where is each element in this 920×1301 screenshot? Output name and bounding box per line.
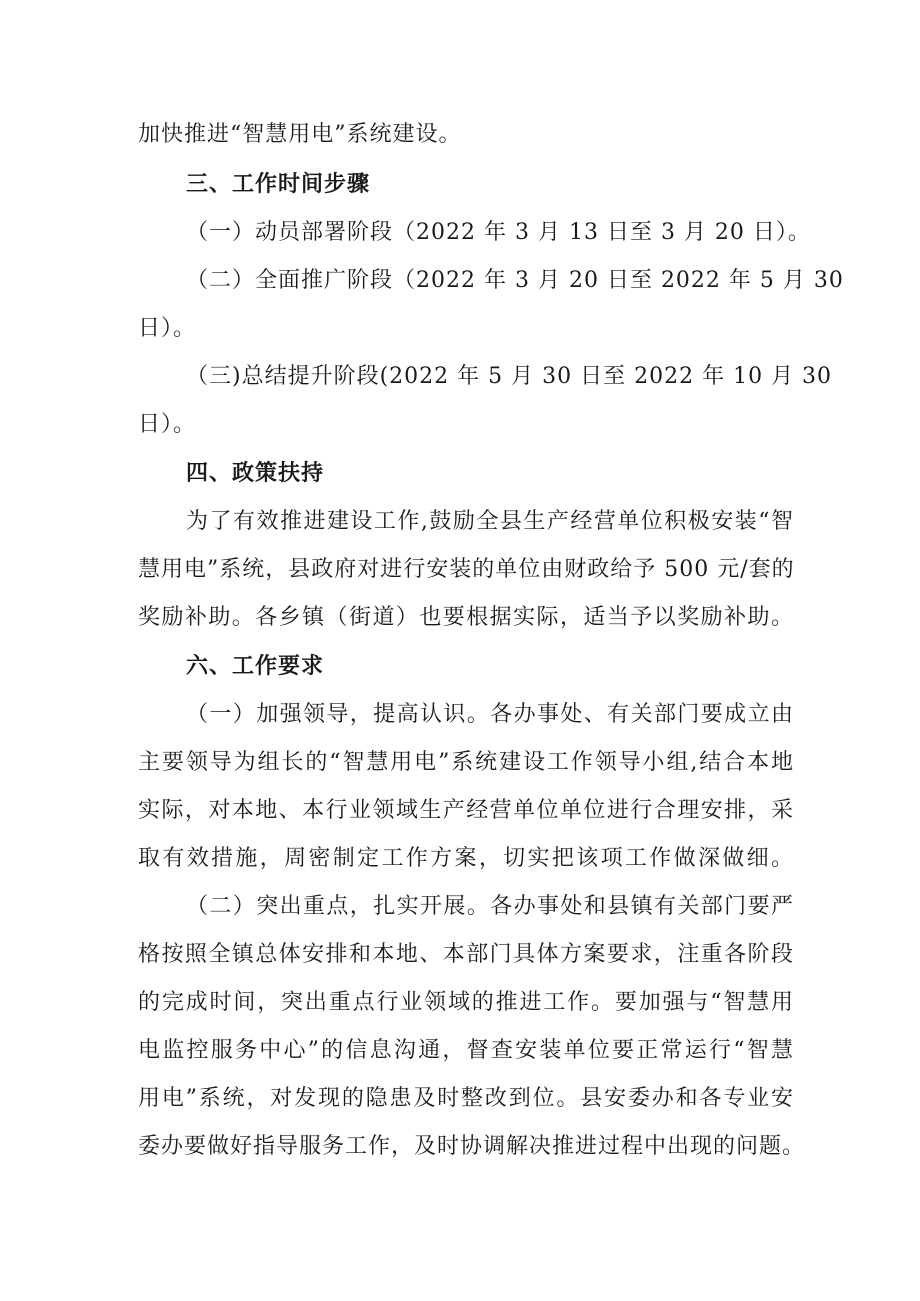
section-heading-schedule: 三、工作时间步骤 [186, 172, 371, 197]
schedule-item-2-continuation: 日）。 [138, 316, 197, 341]
body-text-line: 为了有效推进建设工作,鼓励全县生产经营单位积极安装“智 [186, 509, 794, 534]
body-text-line: 格按照全镇总体安排和本地、本部门具体方案要求，注重各阶段 [138, 942, 794, 967]
body-text-line: 奖励补助。各乡镇（街道）也要根据实际，适当予以奖励补助。 [138, 605, 794, 630]
schedule-item-3: （三)总结提升阶段(2022 年 5 月 30 日至 2022 年 10 月 30 [186, 364, 833, 389]
schedule-item-2: （二）全面推广阶段（2022 年 3 月 20 日至 2022 年 5 月 30 [186, 268, 844, 293]
section-heading-requirements: 六、工作要求 [186, 654, 325, 679]
body-text-line: 委办要做好指导服务工作，及时协调解决推进过程中出现的问题。 [138, 1134, 806, 1159]
body-text-line: 加快推进“智慧用电”系统建设。 [138, 122, 462, 147]
body-text-line: （二）突出重点，扎实开展。各办事处和县镇有关部门要严 [186, 894, 794, 919]
body-text-line: 电监控服务中心”的信息沟通，督查安装单位要正常运行“智慧 [138, 1038, 794, 1063]
body-text-line: 取有效措施，周密制定工作方案，切实把该项工作做深做细。 [138, 846, 794, 871]
schedule-item-3-continuation: 日）。 [138, 412, 197, 437]
body-text-line: 慧用电”系统，县政府对进行安装的单位由财政给予 500 元/套的 [138, 557, 795, 582]
body-text-line: 的完成时间，突出重点行业领域的推进工作。要加强与“智慧用 [138, 990, 794, 1015]
body-text-line: （一）加强领导，提高认识。各办事处、有关部门要成立由 [186, 702, 794, 727]
schedule-item-1: （一）动员部署阶段（2022 年 3 月 13 日至 3 月 20 日）。 [186, 220, 811, 245]
section-heading-policy: 四、政策扶持 [186, 461, 325, 486]
body-text-line: 用电”系统，对发现的隐患及时整改到位。县安委办和各专业安 [138, 1086, 794, 1111]
body-text-line: 实际，对本地、本行业领域生产经营单位单位进行合理安排，采 [138, 798, 794, 823]
body-text-line: 主要领导为组长的“智慧用电”系统建设工作领导小组,结合本地 [138, 750, 794, 775]
